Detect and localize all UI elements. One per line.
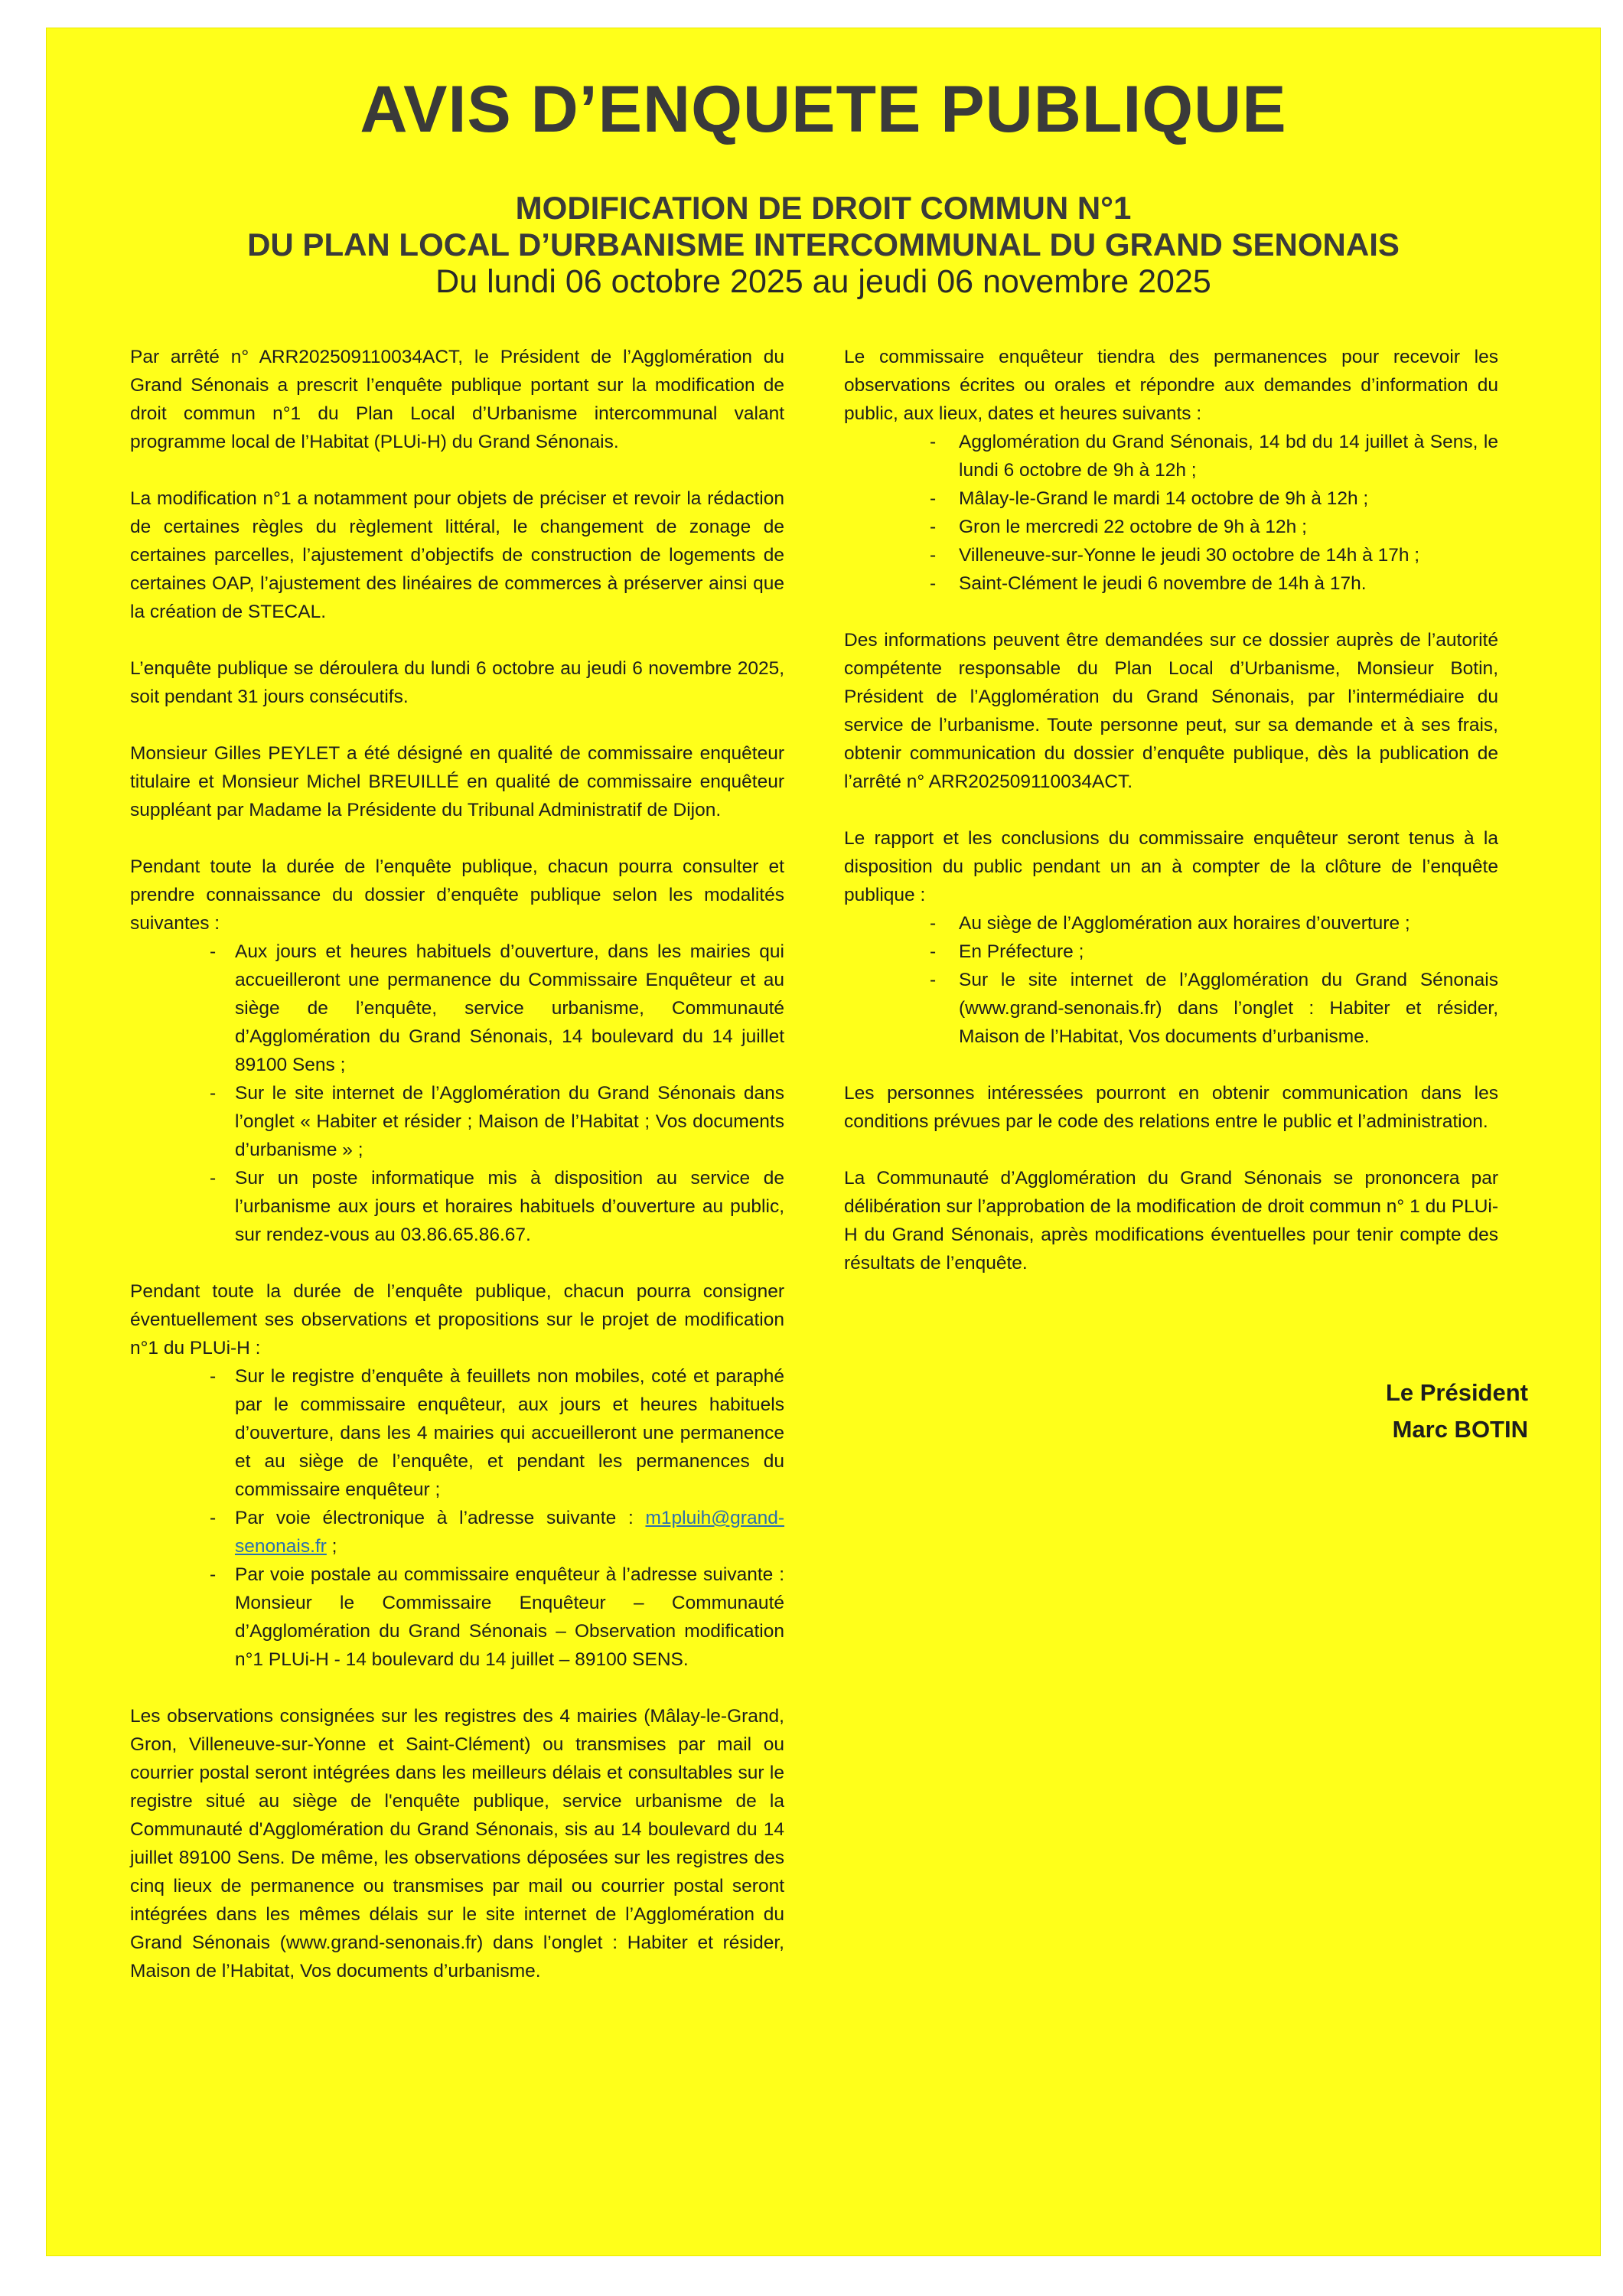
paragraph-communication: Les personnes intéressées pourront en obtenir communication dans les conditions prévues par le code des relations entre le public et l’administration.	[844, 1083, 1498, 1132]
paragraph-deliberation: La Communauté d’Agglomération du Grand Sénonais se prononcera par délibération sur l’approbation de la modification de droit commun n° 1 du PLUi-H du Grand Sénonais, après modifications éventuelles pour tenir compte des résultats de l’enquête.	[844, 1168, 1498, 1274]
list-item: - Sur le site internet de l’Agglomération du Grand Sénonais (www.grand-senonais.fr) dans l’onglet : Habiter et résider, Maison de l’Habitat, Vos documents d’urbanisme.	[844, 966, 1498, 1051]
consultation-list	[130, 938, 784, 1249]
list-item-email	[130, 1504, 784, 1561]
permanences-list	[844, 428, 1498, 598]
list-item: - Villeneuve-sur-Yonne le jeudi 30 octobre de 14h à 17h ;	[844, 541, 1498, 569]
paragraph-objets: La modification n°1 a notamment pour objets de préciser et revoir la rédaction de certaines règles du règlement littéral, le changement de zonage de certaines parcelles, l’ajustement d’objectifs de construction de logements de certaines OAP, l’ajustement des linéaires de commerces à préserver ainsi que la création de STECAL.	[130, 488, 784, 622]
list-item: - Sur le site internet de l’Agglomération du Grand Sénonais dans l’onglet « Habiter et résider ; Maison de l’Habitat ; Vos documents d’urbanisme » ;	[130, 1079, 784, 1164]
list-item: - Agglomération du Grand Sénonais, 14 bd du 14 juillet à Sens, le lundi 6 octobre de 9h à 12h ;	[844, 428, 1498, 484]
left-column	[130, 343, 784, 2014]
signature-name: Marc BOTIN	[1392, 1416, 1528, 1443]
list-item: - Aux jours et heures habituels d’ouverture, dans les mairies qui accueilleront une permanence du Commissaire Enquêteur et au siège de l’enquête, service urbanisme, Communauté d’Agglomération du Grand Sénonais, 14 boulevard du 14 juillet 89100 Sens ;	[130, 938, 784, 1079]
list-item: - Saint-Clément le jeudi 6 novembre de 14h à 17h.	[844, 569, 1498, 598]
rapport-list	[844, 909, 1498, 1051]
email-link[interactable]: m1pluih@grand-senonais.fr	[235, 1508, 784, 1557]
paragraph-arrete: Par arrêté n° ARR202509110034ACT, le Président de l’Agglomération du Grand Sénonais a prescrit l’enquête publique portant sur la modification de droit commun n°1 du Plan Local d’Urbanisme intercommunal valant programme local de l’Habitat (PLUi-H) du Grand Sénonais.	[130, 347, 784, 452]
paragraph-registres: Les observations consignées sur les registres des 4 mairies (Mâlay-le-Grand, Gron, Villeneuve-sur-Yonne et Saint-Clément) ou transmises par mail ou courrier postal seront intégrées dans les meilleurs délais et consultables sur le registre situé au siège de l'enquête publique, service urbanisme de la Communauté d'Agglomération du Grand Sénonais, sis au 14 boulevard du 14 juillet 89100 Sens. De même, les observations déposées sur les registres des cinq lieux de permanence ou transmises par mail ou courrier postal seront intégrées dans les mêmes délais sur le site internet de l’Agglomération du Grand Sénonais (www.grand-senonais.fr) dans l’onglet : Habiter et résider, Maison de l’Habitat, Vos documents d’urbanisme.	[130, 1706, 784, 1981]
paragraph-rapport: Le rapport et les conclusions du commissaire enquêteur seront tenus à la disposition du public pendant un an à compter de la clôture de l’enquête publique :	[844, 828, 1498, 905]
page-title: AVIS D’ENQUETE PUBLIQUE	[360, 73, 1287, 146]
list-item: - Mâlay-le-Grand le mardi 14 octobre de 9h à 12h ;	[844, 484, 1498, 513]
list-item: - Au siège de l’Agglomération aux horaires d’ouverture ;	[844, 909, 1498, 938]
signature-role: Le Président	[1385, 1379, 1528, 1406]
paragraph-duree: L’enquête publique se déroulera du lundi 6 octobre au jeudi 6 novembre 2025, soit pendant 31 jours consécutifs.	[130, 658, 784, 707]
inquiry-dates: Du lundi 06 octobre 2025 au jeudi 06 novembre 2025	[435, 263, 1211, 300]
right-column	[844, 343, 1498, 1306]
paragraph-permanences: Le commissaire enquêteur tiendra des permanences pour recevoir les observations écrites ou orales et répondre aux demandes d’information du public, aux lieux, dates et heures suivants :	[844, 347, 1498, 424]
notice-sheet	[46, 28, 1601, 2256]
email-label: Par voie électronique à l’adresse suivante :	[235, 1508, 646, 1528]
list-item: - En Préfecture ;	[844, 938, 1498, 966]
paragraph-consultation: Pendant toute la durée de l’enquête publique, chacun pourra consulter et prendre connaissance du dossier d’enquête publique selon les modalités suivantes :	[130, 856, 784, 934]
list-item: - Par voie postale au commissaire enquêteur à l’adresse suivante : Monsieur le Commissaire Enquêteur – Communauté d’Agglomération du Grand Sénonais – Observation modification n°1 PLUi-H - 14 boulevard du 14 juillet – 89100 SENS.	[130, 1561, 784, 1674]
paragraph-informations: Des informations peuvent être demandées sur ce dossier auprès de l’autorité compétente responsable du Plan Local d’Urbanisme, Monsieur Botin, Président de l’Agglomération du Grand Sénonais, par l’intermédiaire du service de l’urbanisme. Toute personne peut, sur sa demande et à ses frais, obtenir communication du dossier d’enquête publique, dès la publication de l’arrêté n° ARR202509110034ACT.	[844, 630, 1498, 792]
list-item: - Sur le registre d’enquête à feuillets non mobiles, coté et paraphé par le commissaire enquêteur, aux jours et heures habituels d’ouverture, dans les 4 mairies qui accueilleront une permanence et au siège de l’enquête, et pendant les permanences du commissaire enquêteur ;	[130, 1362, 784, 1504]
paragraph-commissaire: Monsieur Gilles PEYLET a été désigné en qualité de commissaire enquêteur titulaire et Monsieur Michel BREUILLÉ en qualité de commissaire enquêteur suppléant par Madame la Présidente du Tribunal Administratif de Dijon.	[130, 743, 784, 820]
subtitle-plui: DU PLAN LOCAL D’URBANISME INTERCOMMUNAL DU GRAND SENONAIS	[247, 227, 1400, 263]
paragraph-observations: Pendant toute la durée de l’enquête publique, chacun pourra consigner éventuellement ses observations et propositions sur le projet de modification n°1 du PLUi-H :	[130, 1281, 784, 1358]
subtitle-modification: MODIFICATION DE DROIT COMMUN N°1	[515, 190, 1132, 226]
list-item: - Sur un poste informatique mis à disposition au service de l’urbanisme aux jours et horaires habituels d’ouverture au public, sur rendez-vous au 03.86.65.86.67.	[130, 1164, 784, 1249]
email-suffix: ;	[326, 1536, 337, 1557]
observations-list	[130, 1362, 784, 1674]
list-item: - Gron le mercredi 22 octobre de 9h à 12h ;	[844, 513, 1498, 541]
